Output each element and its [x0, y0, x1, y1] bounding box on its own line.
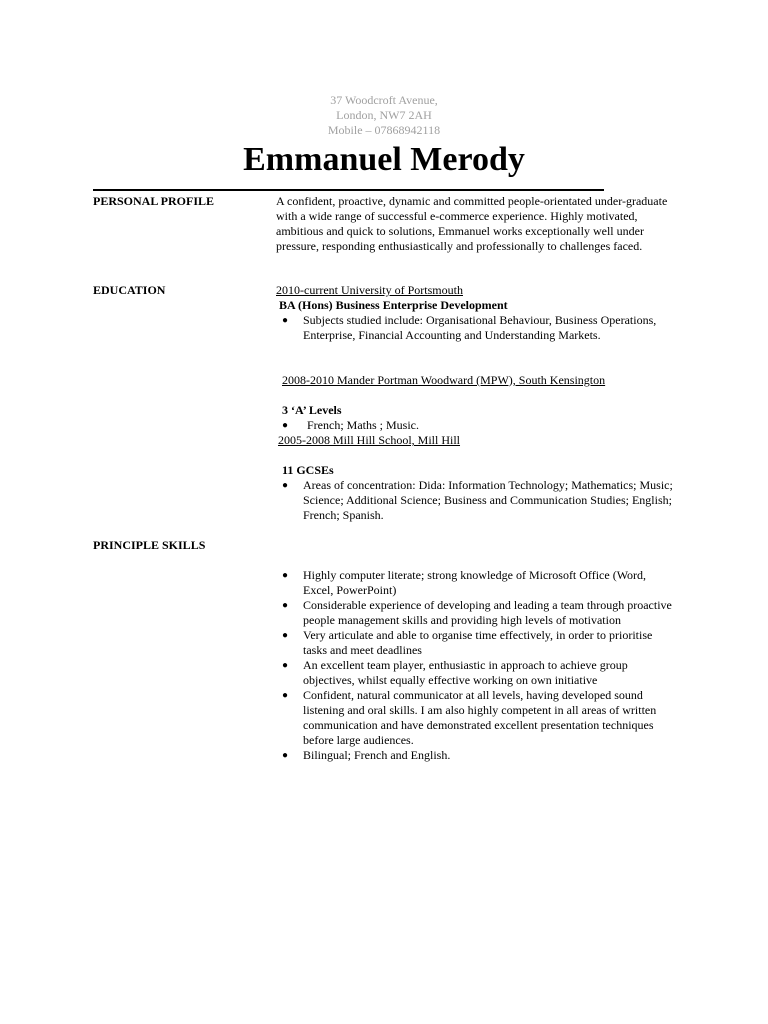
- mobile-number: Mobile – 07868942118: [327, 123, 441, 137]
- bullet-icon: ●: [282, 600, 289, 611]
- education-institution: 2008-2010 Mander Portman Woodward (MPW), South Kensington: [282, 373, 606, 387]
- education-institution: 2010-current University of Portsmouth: [276, 283, 463, 297]
- education-entry-gcse: [276, 463, 686, 523]
- education-institution: 2005-2008 Mill Hill School, Mill Hill: [278, 433, 461, 447]
- education-qualification: BA (Hons) Business Enterprise Development: [279, 298, 508, 312]
- education-bullets: [276, 478, 686, 523]
- address-line-1: 37 Woodcroft Avenue,: [330, 93, 438, 107]
- list-item: ● An excellent team player, enthusiastic in approach to achieve group objectives, whilst equally effective working on own initiative: [282, 658, 628, 687]
- bullet-icon: ●: [282, 315, 289, 326]
- list-item: ● Confident, natural communicator at all levels, having developed sound listening and oral skills. I am also highly competent in all areas of written communication and have demonstrated excellent presentation techniques before large audiences.: [282, 688, 657, 747]
- education-entry-university: [276, 283, 676, 343]
- bullet-icon: ●: [282, 630, 289, 641]
- education-entry-mpw: [276, 373, 682, 388]
- education-bullets: [276, 418, 676, 433]
- candidate-name: Emmanuel Merody: [243, 141, 525, 178]
- bullet-icon: ●: [282, 420, 289, 431]
- principle-skills-heading: PRINCIPLE SKILLS: [93, 538, 206, 552]
- skills-list-block: [276, 568, 676, 763]
- list-item: ● Very articulate and able to organise time effectively, in order to prioritise tasks and meet deadlines: [282, 628, 653, 657]
- list-item: ● French; Maths ; Music.: [282, 418, 419, 432]
- education-qualification: 3 ‘A’ Levels: [282, 403, 342, 417]
- bullet-icon: ●: [282, 570, 289, 581]
- address-line-2: London, NW7 2AH: [336, 108, 432, 122]
- bullet-icon: ●: [282, 480, 289, 491]
- skills-list: [276, 568, 676, 763]
- education-entry-a-levels: [276, 403, 676, 448]
- education-bullets: [276, 313, 676, 343]
- bullet-icon: ●: [282, 660, 289, 671]
- address-block: [0, 93, 768, 138]
- list-item: ● Subjects studied include: Organisational Behaviour, Business Operations, Enterprise, Financial Accounting and Understanding Markets.: [282, 313, 657, 342]
- education-qualification: 11 GCSEs: [282, 463, 334, 477]
- bullet-icon: ●: [282, 690, 289, 701]
- list-item: ● Highly computer literate; strong knowledge of Microsoft Office (Word, Excel, PowerPoint): [282, 568, 647, 597]
- personal-profile-heading: PERSONAL PROFILE: [93, 194, 215, 208]
- list-item: ● Areas of concentration: Dida: Information Technology; Mathematics; Music; Science; Additional Science; Business and Communication Studies; English; French; Spanish.: [282, 478, 673, 522]
- bullet-icon: ●: [282, 750, 289, 761]
- list-item: ● Considerable experience of developing and leading a team through proactive people management skills and providing high levels of motivation: [282, 598, 672, 627]
- education-heading: EDUCATION: [93, 283, 166, 297]
- header-divider: [93, 189, 604, 191]
- list-item: ● Bilingual; French and English.: [282, 748, 451, 762]
- personal-profile-text: A confident, proactive, dynamic and committed people-orientated under-graduate with a wide range of successful e-commerce experience. Highly motivated, ambitious and quick to solutions, Emmanuel works exceptionally well under pressure, responding enthusiastically and professionally to challenges faced.: [276, 194, 668, 253]
